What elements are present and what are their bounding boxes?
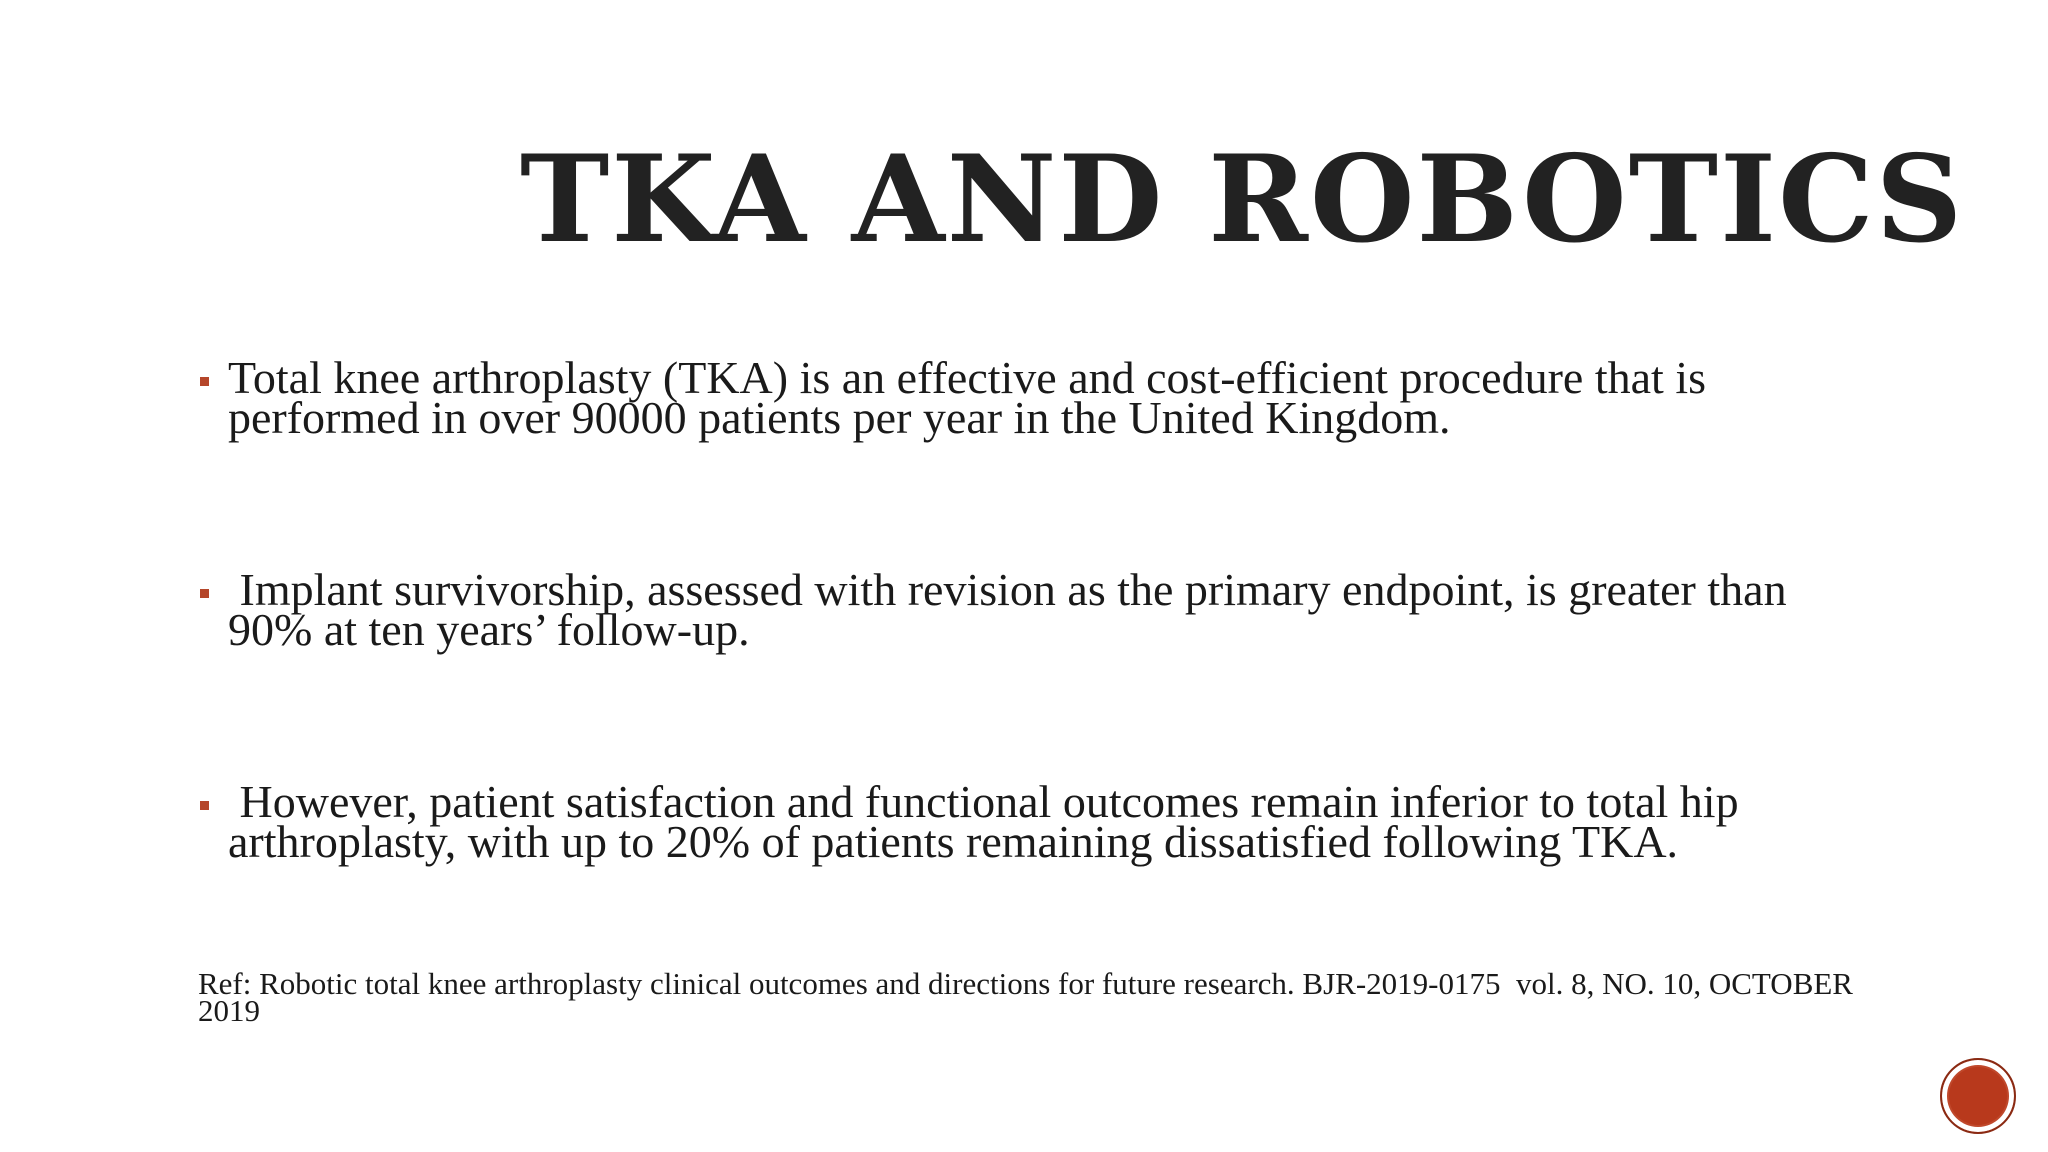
square-bullet-icon <box>200 801 209 810</box>
bullet-text: Implant survivorship, assessed with revision as the primary endpoint, is greater than 90% at ten years’ follow-up. <box>228 564 1799 655</box>
reference-citation: Ref: Robotic total knee arthroplasty clinical outcomes and directions for future research. BJR-2019-0175 vol. 8, NO. 10, OCTOBER 2019 <box>198 966 1861 1028</box>
square-bullet-icon <box>200 589 209 598</box>
slide-title: TKA AND ROBOTICS <box>520 129 1965 270</box>
bullet-text: However, patient satisfaction and functional outcomes remain inferior to total hip arthroplasty, with up to 20% of patients remaining dissatisfied following TKA. <box>228 776 1751 867</box>
square-bullet-icon <box>200 377 209 386</box>
bullet-text: Total knee arthroplasty (TKA) is an effective and cost-efficient procedure that is performed in over 90000 patients per year in the United Kingdom. <box>228 352 1706 443</box>
bullet-list <box>195 352 1855 994</box>
bullet-item <box>195 776 1855 867</box>
slide-nav-circle-button[interactable] <box>1940 1058 2016 1134</box>
bullet-item <box>195 352 1855 443</box>
bullet-item <box>195 564 1855 655</box>
